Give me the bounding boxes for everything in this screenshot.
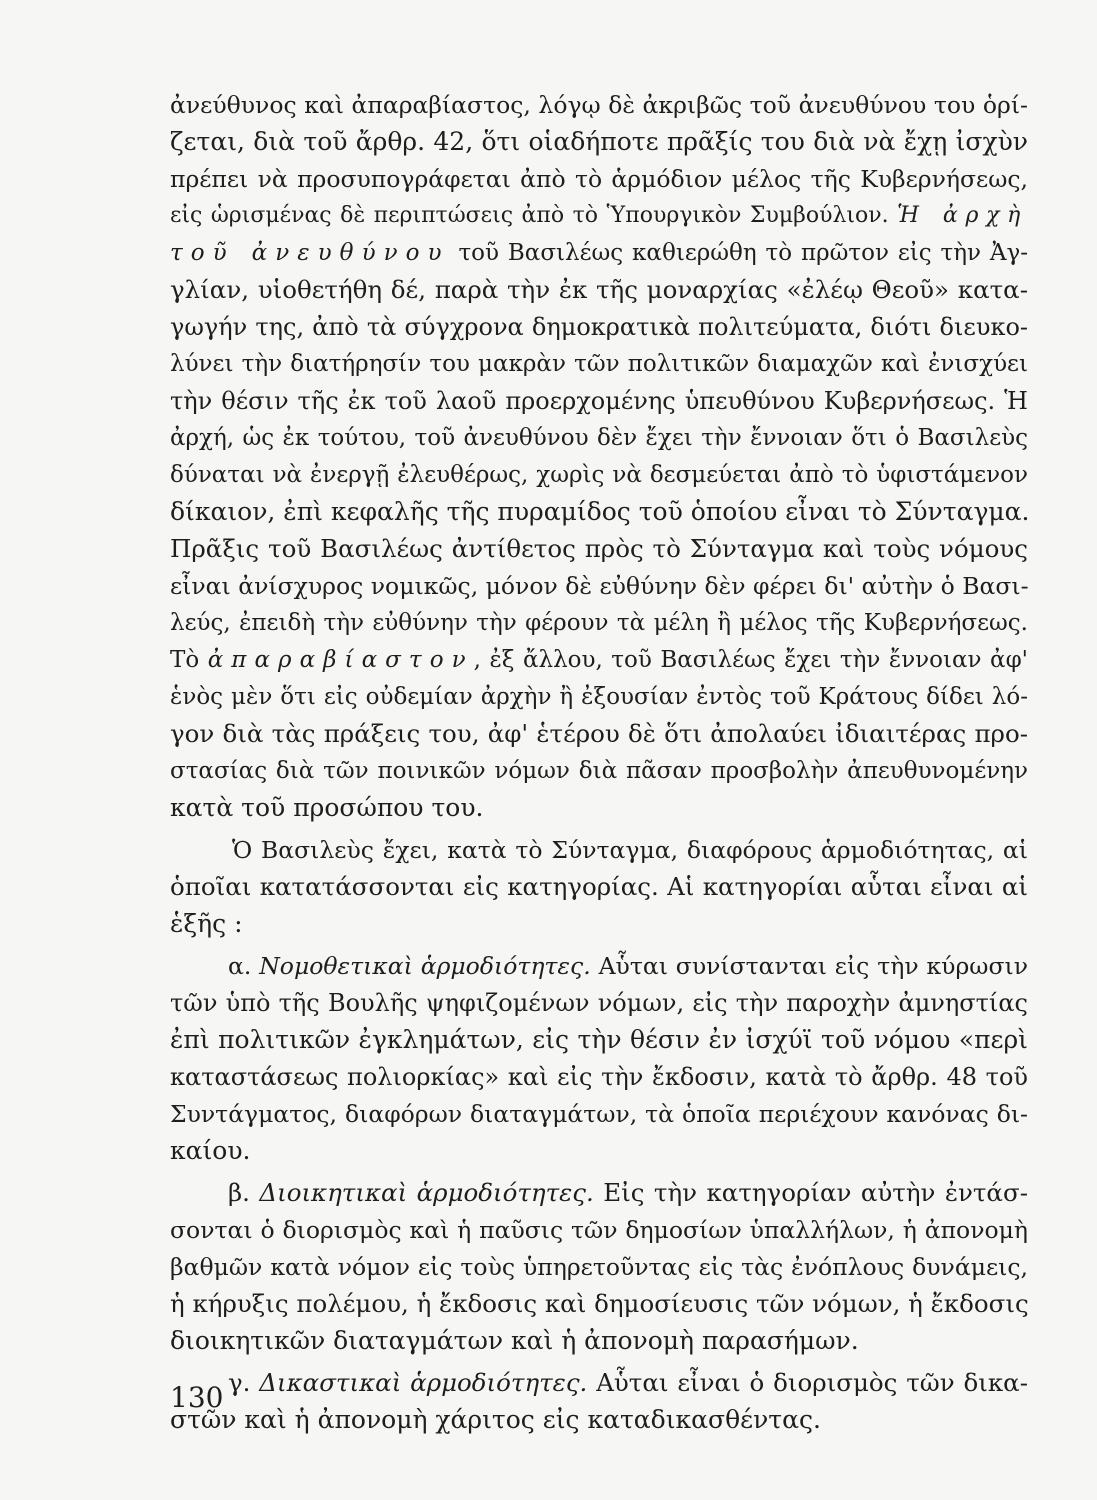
- section-heading: Νομοθετικαὶ ἁρμοδιότητες.: [259, 952, 591, 980]
- text-line: Πρᾶξις τοῦ Βασιλέως ἀντίθετος πρὸς τὸ Σύνταγμα καὶ τοὺς νόμους: [170, 534, 1028, 563]
- text-line: εἰς ὡρισμένας δὲ περιπτώσεις ἀπὸ τὸ Ὑπουργικὸν Συμβούλιον. Ἡ ἀρχὴ: [170, 203, 1028, 228]
- text-line: ἡ κήρυξις πολέμου, ἡ ἔκδοσις καὶ δημοσίευσις τῶν νόμων, ἡ ἔκδοσις: [170, 1289, 1029, 1318]
- text-line: γ. Δικαστικαὶ ἁρμοδιότητες. Αὗται εἶναι ὁ διορισμὸς τῶν δικα-: [228, 1368, 1029, 1397]
- text-line: γωγήν της, ἀπὸ τὰ σύγχρονα δημοκρατικὰ πολιτεύματα, διότι διευκο-: [170, 313, 1028, 341]
- section-heading: Διοικητικαὶ ἁρμοδιότητες.: [259, 1178, 594, 1207]
- text-line: πρέπει νὰ προσυπογράφεται ἀπὸ τὸ ἁρμόδιον μέλος τῆς Κυβερνήσεως,: [170, 165, 1028, 193]
- text-line: Συντάγματος, διαφόρων διαταγμάτων, τὰ ὁποῖα περιέχουν κανόνας δι-: [170, 1100, 1028, 1128]
- text-line: β. Διοικητικαὶ ἁρμοδιότητες. Εἰς τὴν κατηγορίαν αὐτὴν ἐντάσ-: [228, 1178, 1028, 1207]
- text-line: Τὸ ἀπαραβίαστον, ἐξ ἄλλου, τοῦ Βασιλέως ἔχει τὴν ἔννοιαν ἀφ': [170, 647, 1029, 673]
- spaced-emphasis: ἀπαραβίαστον: [207, 647, 474, 673]
- text-line: στῶν καὶ ἡ ἀπονομὴ χάριτος εἰς καταδικασθέντας.: [170, 1405, 821, 1434]
- text-line: Ὁ Βασιλεὺς ἔχει, κατὰ τὸ Σύνταγμα, διαφόρους ἁρμοδιότητας, αἱ: [232, 836, 1028, 864]
- text-line: γον διὰ τὰς πράξεις του, ἀφ' ἑτέρου δὲ ὅτι ἀπολαύει ἰδιαιτέρας προ-: [170, 719, 1028, 748]
- text-line: καταστάσεως πολιορκίας» καὶ εἰς τὴν ἔκδοσιν, κατὰ τὸ ἄρθρ. 48 τοῦ: [170, 1063, 1028, 1091]
- text-line: βαθμῶν κατὰ νόμον εἰς τοὺς ὑπηρετοῦντας εἰς τὰς ἐνόπλους δυνάμεις,: [170, 1253, 1028, 1281]
- text-line: ὁποῖαι κατατάσσονται εἰς κατηγορίας. Αἱ κατηγορίαι αὗται εἶναι αἱ: [170, 872, 1028, 901]
- text-line: α. Νομοθετικαὶ ἁρμοδιότητες. Αὗται συνίστανται εἰς τὴν κύρωσιν: [228, 952, 1028, 980]
- text-line: ζεται, διὰ τοῦ ἄρθρ. 42, ὅτι οἱαδήποτε πρᾶξίς του διὰ νὰ ἔχῃ ἰσχὺν: [170, 127, 1028, 156]
- text-line: στασίας διὰ τῶν ποινικῶν νόμων διὰ πᾶσαν προσβολὴν ἀπευθυνομένην: [170, 758, 1028, 784]
- section-heading: Δικαστικαὶ ἁρμοδιότητες.: [259, 1368, 588, 1397]
- text-line: ἀρχή, ὡς ἐκ τούτου, τοῦ ἀνευθύνου δὲν ἔχει τὴν ἔννοιαν ὅτι ὁ Βασιλεὺς: [170, 425, 1028, 451]
- text-line: δίκαιον, ἐπὶ κεφαλῆς τῆς πυραμίδος τοῦ ὁποίου εἶναι τὸ Σύνταγμα.: [170, 497, 1030, 526]
- page-number: 130: [170, 1381, 224, 1414]
- text-line: ἑξῆς :: [170, 909, 243, 938]
- text-line: γλίαν, υἱοθετήθη δέ, παρὰ τὴν ἐκ τῆς μοναρχίας «ἐλέῳ Θεοῦ» κατα-: [170, 275, 1028, 304]
- spaced-emphasis: τοῦ ἀνευθύνου: [170, 240, 450, 266]
- text-line: διοικητικῶν διαταγμάτων καὶ ἡ ἀπονομὴ παρασήμων.: [170, 1326, 859, 1355]
- text-line: ἀνεύθυνος καὶ ἀπαραβίαστος, λόγῳ δὲ ἀκριβῶς τοῦ ἀνευθύνου του ὁρί-: [170, 91, 1028, 119]
- text-line: ἑνὸς μὲν ὅτι εἰς οὐδεμίαν ἀρχὴν ἢ ἐξουσίαν ἐντὸς τοῦ Κράτους δίδει λό-: [170, 684, 1028, 710]
- text-line: εἶναι ἀνίσχυρος νομικῶς, μόνον δὲ εὐθύνην δὲν φέρει δι' αὐτὴν ὁ Βασι-: [170, 572, 1029, 600]
- text-line: κατὰ τοῦ προσώπου του.: [170, 793, 484, 822]
- text-line: δύναται νὰ ἐνεργῇ ἐλευθέρως, χωρὶς νὰ δεσμεύεται ἀπὸ τὸ ὑφιστάμενον: [170, 462, 1028, 488]
- text-line: λεύς, ἐπειδὴ τὴν εὐθύνην τὴν φέρουν τὰ μέλη ἢ μέλος τῆς Κυβερνήσεως.: [170, 610, 1028, 636]
- text-line: καίου.: [170, 1136, 251, 1165]
- text-line: σονται ὁ διορισμὸς καὶ ἡ παῦσις τῶν δημοσίων ὑπαλλήλων, ἡ ἀπονομὴ: [170, 1216, 1028, 1244]
- text-line: ἐπὶ πολιτικῶν ἐγκλημάτων, εἰς τὴν θέσιν ἐν ἰσχύϊ τοῦ νόμου «περὶ: [170, 1025, 1028, 1054]
- text-line: τὴν θέσιν τῆς ἐκ τοῦ λαοῦ προερχομένης ὑπευθύνου Κυβερνήσεως. Ἡ: [170, 387, 1028, 415]
- text-line: λύνει τὴν διατήρησίν του μακρὰν τῶν πολιτικῶν διαμαχῶν καὶ ἐνισχύει: [170, 351, 1028, 377]
- text-line: τῶν ὑπὸ τῆς Βουλῆς ψηφιζομένων νόμων, εἰς τὴν παροχὴν ἀμνηστίας: [170, 989, 1028, 1017]
- text-line: τοῦ ἀνευθύνου τοῦ Βασιλέως καθιερώθη τὸ πρῶτον εἰς τὴν Ἀγ-: [170, 240, 1029, 266]
- spaced-emphasis: Ἡ ἀρχὴ: [897, 203, 1028, 228]
